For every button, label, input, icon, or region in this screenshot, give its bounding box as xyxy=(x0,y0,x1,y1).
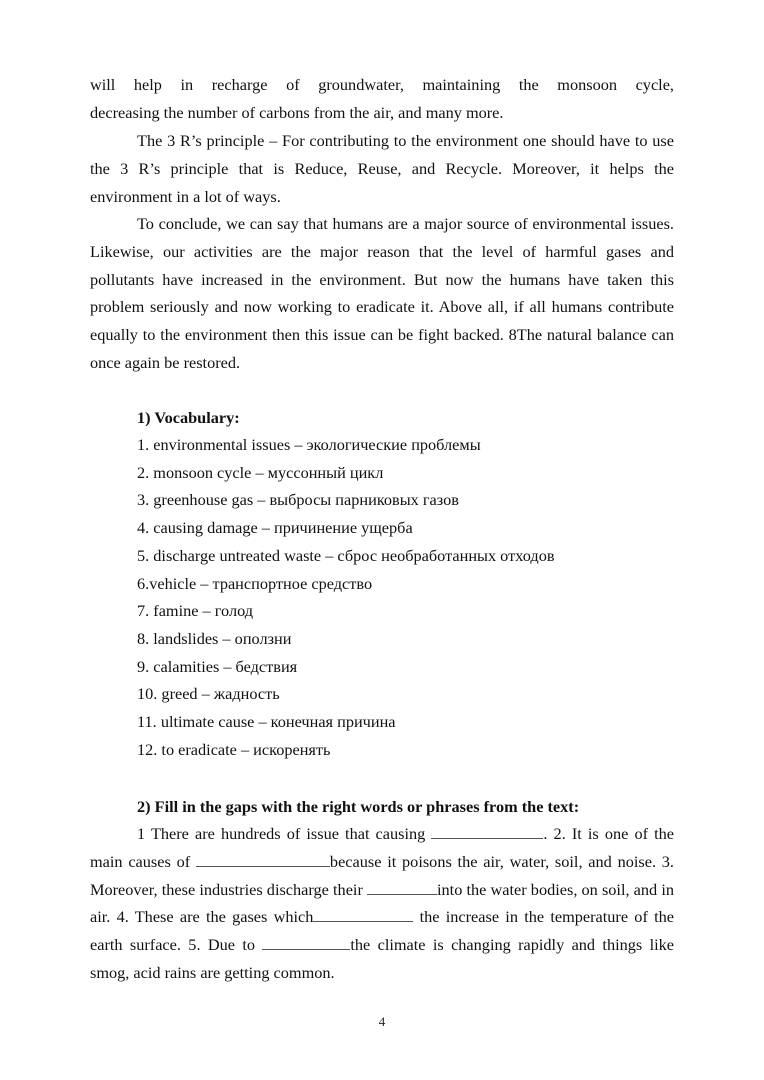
gap-blank-5[interactable] xyxy=(262,937,350,950)
vocabulary-item: 6.vehicle – транспортное средство xyxy=(137,573,373,593)
vocabulary-list xyxy=(137,431,555,763)
gap-blank-3[interactable] xyxy=(367,882,437,895)
exercise-text xyxy=(90,820,674,987)
exercise-sentence: because it poisons the air, water, soil, and noise. 3. Moreover, these industries discharge their xyxy=(90,851,674,899)
vocabulary-item: 2. monsoon cycle – муссонный цикл xyxy=(137,462,384,482)
vocabulary-item: 5. discharge untreated waste – сброс необработанных отходов xyxy=(137,545,555,565)
paragraph-line: will help in recharge of groundwater, maintaining the monsoon cycle, xyxy=(90,75,674,94)
vocabulary-heading: 1) Vocabulary: xyxy=(137,408,240,427)
vocabulary-item: 12. to eradicate – искоренять xyxy=(137,739,331,759)
vocabulary-item: 1. environmental issues – экологические проблемы xyxy=(137,435,481,454)
vocabulary-item: 9. calamities – бедствия xyxy=(137,656,298,676)
exercise-sentence: . 2. It is one of the main causes of xyxy=(90,824,674,871)
paragraph-groundwater xyxy=(90,71,674,127)
vocabulary-item: 7. famine – голод xyxy=(137,601,254,621)
exercise-sentence: 1 There are hundreds of issue that causing xyxy=(137,824,432,843)
exercise-heading: 2) Fill in the gaps with the right words or phrases from the text: xyxy=(137,797,580,816)
paragraph-text: To conclude, we can say that humans are a major source of environmental issues. Likewise, our activities are the major reason that the level of harmful gases and pollutants have increased in the environment. But now the humans have taken this problem seriously and now working to eradicate it. Above all, if all humans contribute equally to the environment then this issue can be fight backed. 8The natural balance can once again be restored. xyxy=(90,214,674,372)
exercise-sentence: the increase in the temperature of the earth surface. 5. Due to xyxy=(90,907,674,955)
gap-blank-2[interactable] xyxy=(196,854,330,867)
paragraph-conclusion xyxy=(90,210,674,377)
vocabulary-item: 11. ultimate cause – конечная причина xyxy=(137,712,396,732)
exercise-sentence: into the water bodies, on soil, and in air. 4. These are the gases which xyxy=(90,879,674,927)
vocabulary-item: 8. landslides – оползни xyxy=(137,628,292,648)
paragraph-text: The 3 R’s principle – For contributing to the environment one should have to use the 3 R’s principle that is Reduce, Reuse, and Recycle. Moreover, it helps the environment in a lot of ways. xyxy=(90,131,674,206)
exercise-fill-gaps xyxy=(90,820,674,987)
vocabulary-item: 4. causing damage – причинение ущерба xyxy=(137,518,413,538)
vocabulary-item: 10. greed – жадность xyxy=(137,684,280,704)
gap-blank-4[interactable] xyxy=(313,909,413,922)
page-number: 4 xyxy=(378,1014,386,1029)
gap-blank-1[interactable] xyxy=(431,826,543,839)
paragraph-line: decreasing the number of carbons from the air, and many more. xyxy=(90,102,504,122)
vocabulary-item: 3. greenhouse gas – выбросы парниковых газов xyxy=(137,490,459,510)
paragraph-3rs-principle xyxy=(90,127,674,210)
exercise-sentence: the climate is changing rapidly and things like smog, acid rains are getting common. xyxy=(90,935,674,982)
